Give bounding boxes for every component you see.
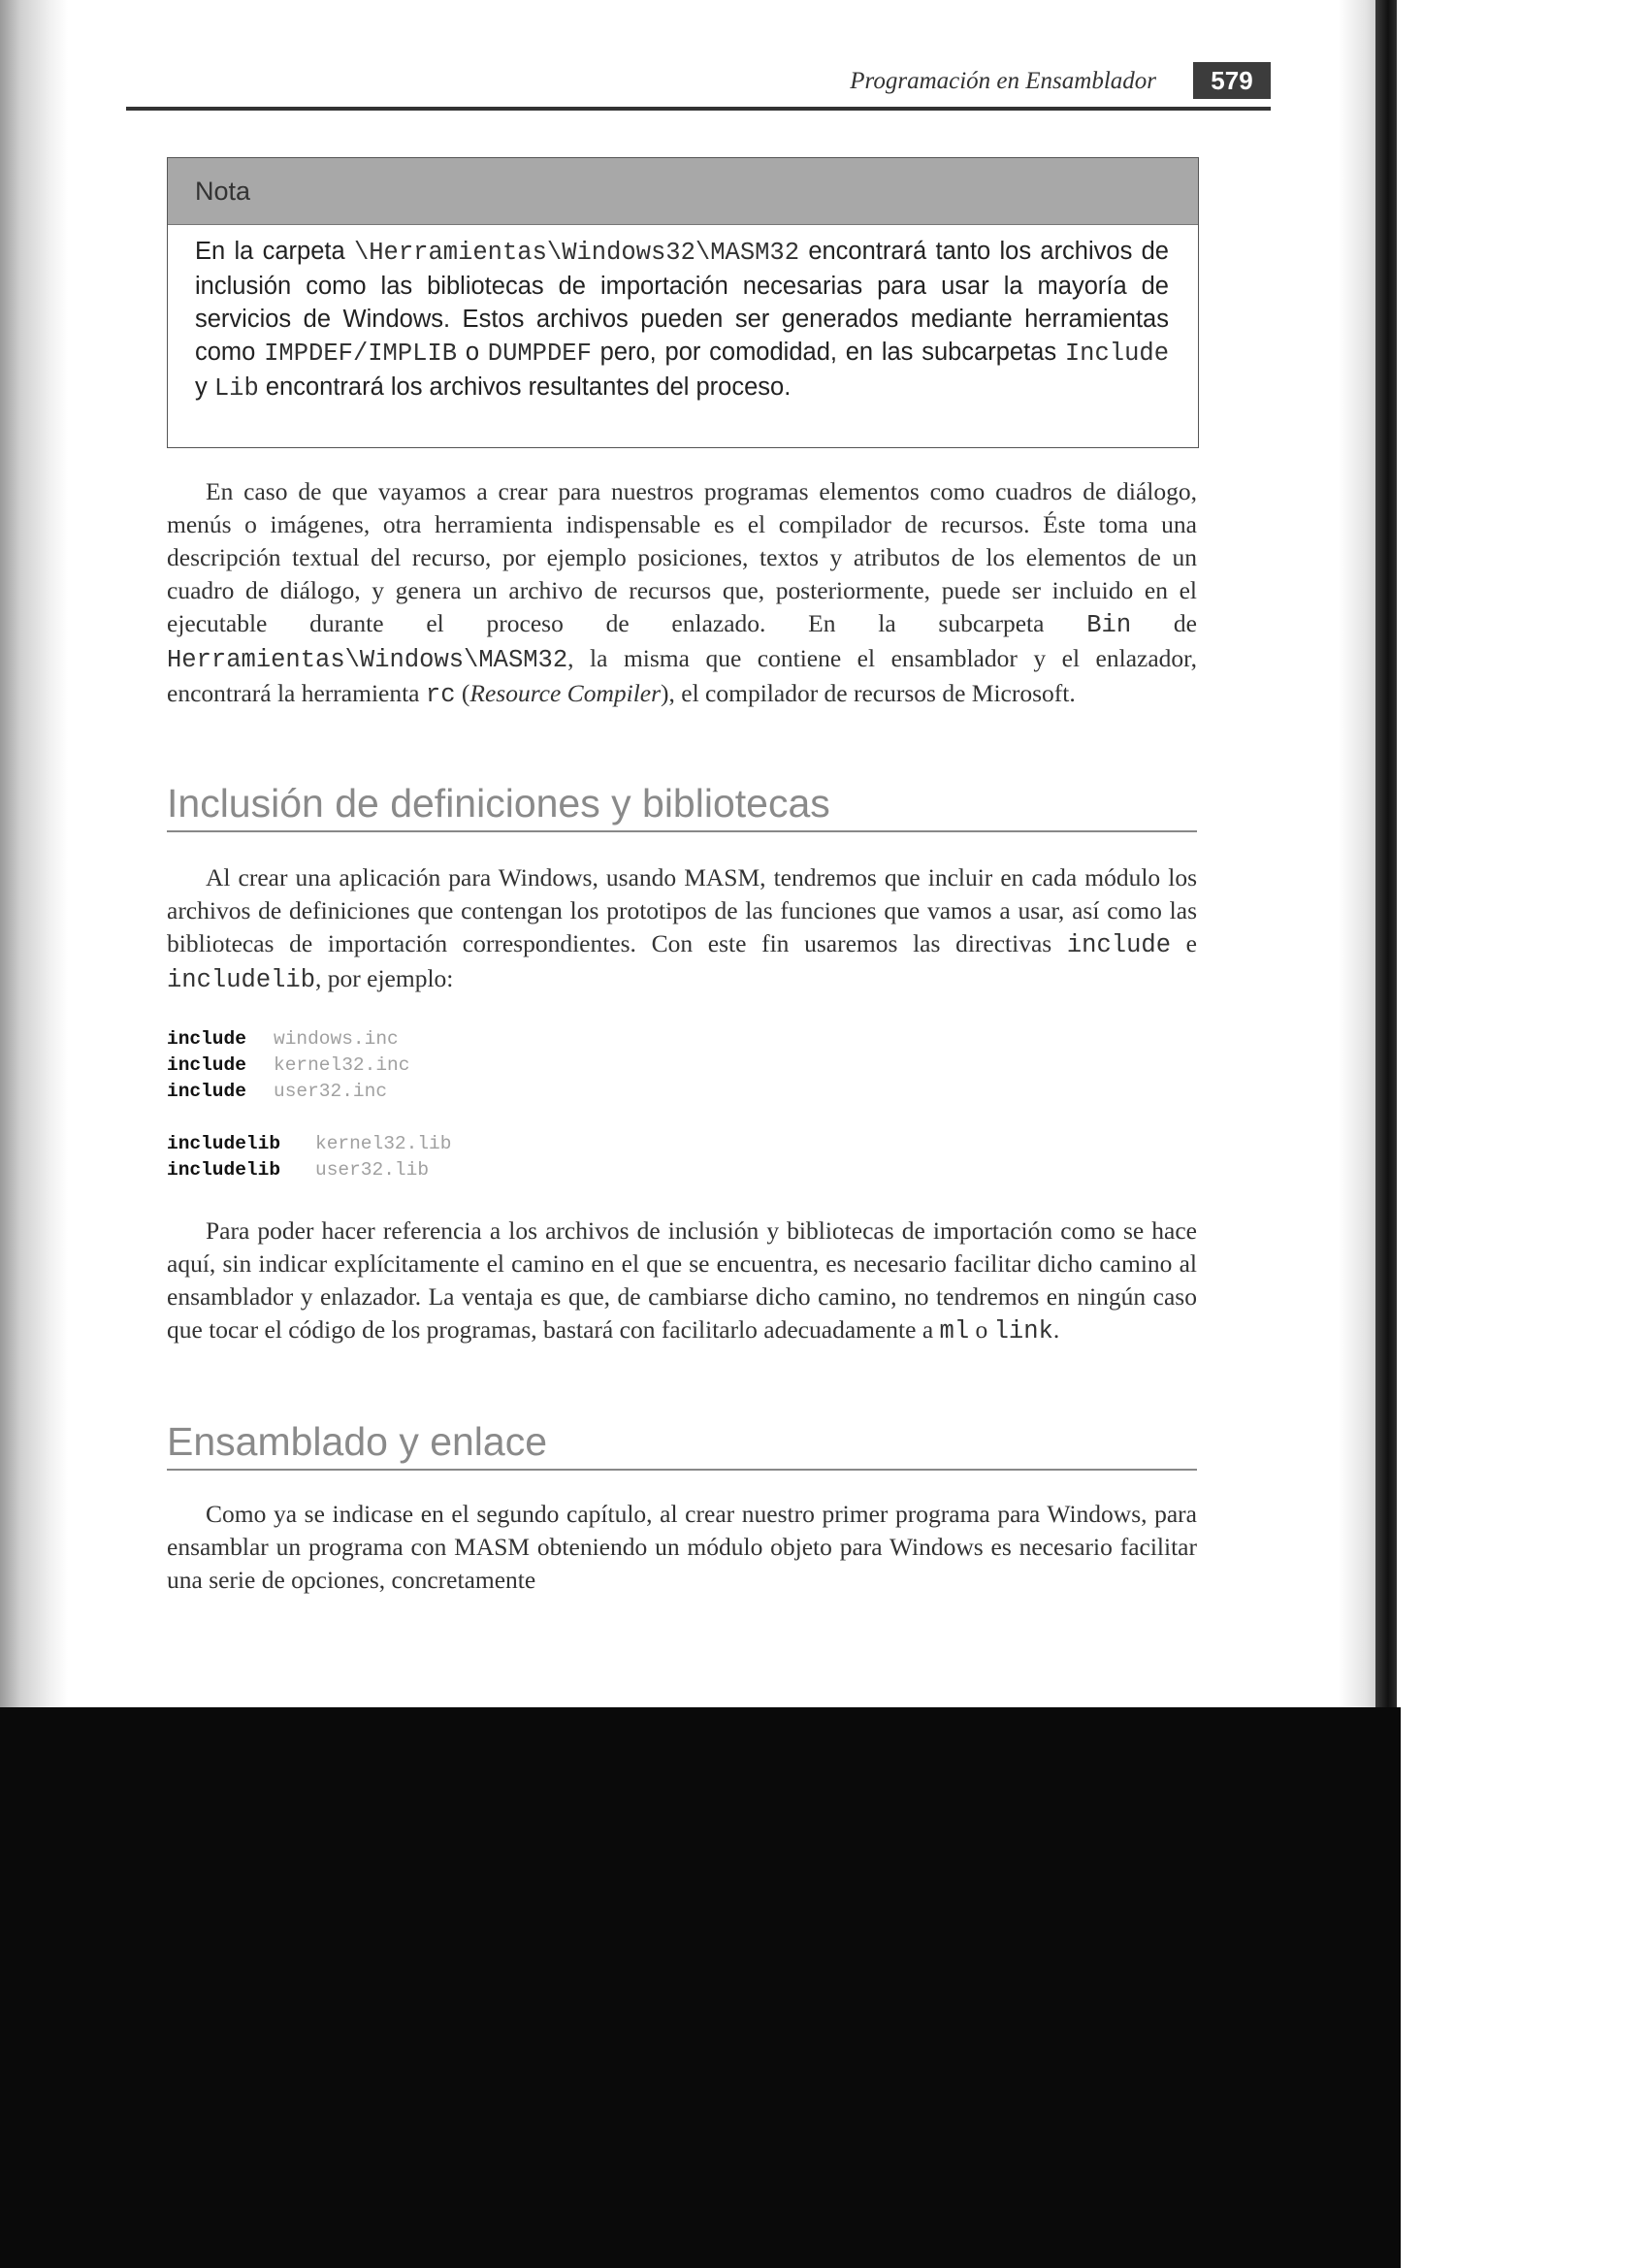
note-text: encontrará tanto los archivos de inclusión como las bibliotecas de importación necesarias para usar la mayoría de servicios de Windows. Estos archivos pueden ser generados mediante herramientas como xyxy=(195,238,1169,366)
code-argument: user32.inc xyxy=(274,1081,388,1102)
note-text: encontrará los archivos resultantes del proceso. xyxy=(258,373,792,401)
code-argument: user32.lib xyxy=(315,1159,430,1181)
note-text: pero, por comodidad, en las subcarpetas xyxy=(591,339,1065,366)
note-code: IMPDEF/IMPLIB xyxy=(264,340,458,368)
note-code: Include xyxy=(1064,340,1169,368)
note-text: o xyxy=(457,339,488,366)
paragraph-resources xyxy=(167,475,1197,712)
note-code: \Herramientas\Windows32\MASM32 xyxy=(353,239,800,267)
section-heading-assembly: Ensamblado y enlace xyxy=(167,1418,1197,1471)
note-code: DUMPDEF xyxy=(487,340,592,368)
body-text: Como ya se indicase en el segundo capítulo, al crear nuestro primer programa para Windows, para ensamblar un programa con MASM obteniendo un módulo objeto para Windows es necesario facilitar una serie de opciones, concretamente xyxy=(167,1500,1197,1594)
body-text: Para poder hacer referencia a los archivos de inclusión y bibliotecas de importación como se hace aquí, sin indicar explícitamente el camino en el que se encuentra, es necesario facilitar dicho camino al ensamblador y enlazador. La ventaja es que, de cambiarse dicho camino, no tendremos en ningún caso que tocar el código de los programas, bastará con facilitarlo adecuadamente a xyxy=(167,1216,1197,1344)
body-text: En caso de que vayamos a crear para nuestros programas elementos como cuadros de diálogo, menús o imágenes, otra herramienta indispensable es el compilador de recursos. Éste toma una descripción textual del recurso, por ejemplo posiciones, textos y atributos de los elementos de un cuadro de diálogo, y genera un archivo de recursos que, posteriormente, puede ser incluido en el ejecutable durante el proceso de enlazado. En la subcarpeta xyxy=(167,477,1197,637)
code-keyword: include xyxy=(167,1054,246,1076)
body-text: o xyxy=(969,1315,994,1344)
code-keyword: include xyxy=(167,1081,246,1102)
code-line xyxy=(167,1053,451,1079)
body-text: e xyxy=(1171,929,1197,957)
paragraph-assembly xyxy=(167,1498,1197,1597)
note-code: Lib xyxy=(213,374,259,403)
inline-code: includelib xyxy=(167,966,316,994)
body-text: Al crear una aplicación para Windows, usando MASM, tendremos que incluir en cada módulo los archivos de definiciones que contengan los prototipos de las funciones que vamos a usar, así como las bibliotecas de importación correspondientes. Con este fin usaremos las directivas xyxy=(167,863,1197,957)
code-blank-line xyxy=(167,1105,451,1131)
body-text: , por ejemplo: xyxy=(315,964,454,992)
code-line xyxy=(167,1079,451,1105)
code-keyword: includelib xyxy=(167,1159,281,1181)
note-text: y xyxy=(195,373,214,401)
code-keyword: include xyxy=(167,1028,246,1050)
inline-code: Bin xyxy=(1086,611,1132,639)
page-header xyxy=(126,60,1271,111)
scan-shadow-left xyxy=(0,0,68,1707)
note-text: En la carpeta xyxy=(195,238,354,265)
note-box xyxy=(167,157,1199,448)
scan-dark-area xyxy=(0,1707,1401,2268)
code-listing xyxy=(167,1026,451,1183)
body-text: ), el compilador de recursos de Microsoft. xyxy=(661,679,1076,707)
body-text: . xyxy=(1052,1315,1060,1344)
section-heading-inclusion: Inclusión de definiciones y bibliotecas xyxy=(167,780,1197,832)
code-line xyxy=(167,1131,451,1157)
note-title: Nota xyxy=(168,158,1198,225)
inline-code: rc xyxy=(425,681,456,709)
code-argument: kernel32.lib xyxy=(315,1133,452,1154)
inline-code: include xyxy=(1066,931,1171,959)
italic-text: Resource Compiler xyxy=(469,679,662,707)
page-number: 579 xyxy=(1193,62,1271,99)
paragraph-paths xyxy=(167,1215,1197,1348)
code-argument: kernel32.inc xyxy=(274,1054,410,1076)
note-body xyxy=(168,225,1198,405)
code-line xyxy=(167,1157,451,1183)
body-text: , la misma que contiene el ensamblador y el enlazador, encontrará la herramienta xyxy=(167,644,1197,707)
code-argument: windows.inc xyxy=(274,1028,399,1050)
inline-code: ml xyxy=(939,1317,970,1345)
code-line xyxy=(167,1026,451,1053)
inline-code: link xyxy=(993,1317,1053,1345)
paragraph-include xyxy=(167,861,1197,997)
running-title: Programación en Ensamblador xyxy=(850,68,1156,94)
code-keyword: includelib xyxy=(167,1133,281,1154)
body-text: ( xyxy=(455,679,470,707)
body-text: de xyxy=(1131,609,1197,637)
scan-margin-right xyxy=(1397,0,1649,2268)
inline-code: Herramientas\Windows\MASM32 xyxy=(167,646,568,674)
